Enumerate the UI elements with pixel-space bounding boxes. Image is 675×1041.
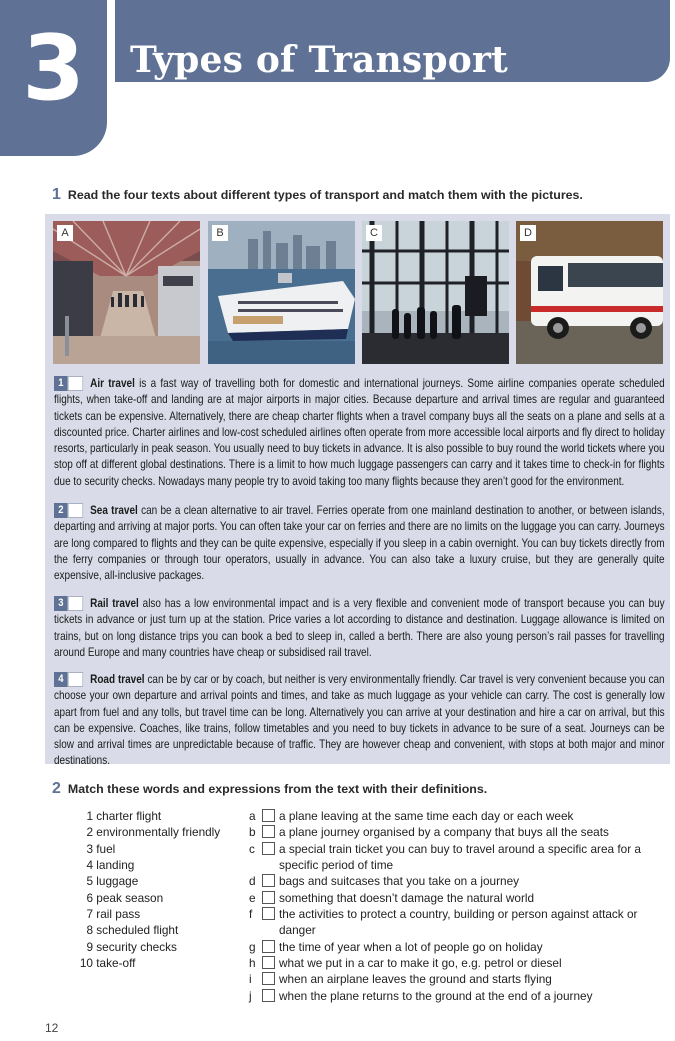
- paragraph-body: can be a clean alternative to air travel. Ferries operate from one mainland destination to another, or between islands, departing and arriving at major ports. You can often take your car on ferries and there are no limits on the luggage you can carry. Journeys are long compared to flights and they can be quite expensive, especially if you sleep in a cabin overnight. You can buy tickets directly from the ferry companies or through tour operators, usually in advance. You can also take a luxury cruise, but they are generally quite expensive, all-inclusive packages.: [54, 504, 665, 583]
- word-list: [78, 808, 220, 971]
- word-text: luggage: [96, 874, 139, 889]
- paragraph-body: also has a low environmental impact and is a very flexible and convenient mode of transport because you can buy tickets in advance or just turn up at the station. Price varies a lot according to distance and destination. Luggage allowance is limited on trains, but on long distance trips you can book a bed to sleep in, called a berth. There are also young person’s rail passes for travelling around Europe and many countries have cheap or subsidised rail travel.: [54, 597, 665, 659]
- definition-text: a plane journey organised by a company that buys all the seats: [279, 825, 609, 840]
- exercise-1-instruction: Read the four texts about different types of transport and match them with the pictures.: [67, 188, 583, 202]
- word-text: rail pass: [96, 907, 141, 922]
- picture-label-d: D: [520, 225, 536, 241]
- definition-text: when the plane returns to the ground at the end of a journey: [279, 988, 593, 1003]
- definition-letter: b: [249, 825, 256, 840]
- paragraph-number: 3: [54, 596, 68, 611]
- definition-letter: e: [249, 890, 256, 905]
- definition-text: something that doesn’t damage the natural world: [279, 890, 535, 905]
- picture-label-c: C: [366, 225, 382, 241]
- definition-letter: j: [249, 988, 252, 1003]
- definition-letter: f: [249, 907, 253, 922]
- list-item: [249, 906, 669, 939]
- picture-d-coach: [516, 221, 663, 364]
- definition-text: a special train ticket you can buy to travel around a specific area for a specific period of time: [279, 841, 641, 873]
- paragraph-road-travel: [54, 672, 665, 770]
- picture-b-cruise-ship: [208, 221, 355, 364]
- word-text: landing: [96, 858, 135, 873]
- definition-text: the time of year when a lot of people go on holiday: [279, 939, 543, 954]
- answer-box[interactable]: [262, 825, 275, 838]
- word-text: charter flight: [96, 809, 162, 823]
- word-text: peak season: [96, 890, 164, 905]
- exercise-1-number: 1: [52, 186, 61, 203]
- picture-a-train-station: [53, 221, 200, 364]
- list-item: [78, 955, 220, 971]
- answer-box[interactable]: [68, 672, 83, 687]
- list-item: [249, 971, 669, 987]
- word-text: take-off: [96, 956, 136, 971]
- paragraph-title: Road travel: [90, 673, 145, 686]
- answer-box[interactable]: [262, 972, 275, 985]
- list-item: [78, 824, 220, 840]
- definition-letter: g: [249, 939, 256, 954]
- word-text: environmentally friendly: [96, 825, 221, 840]
- definition-text: when an airplane leaves the ground and starts flying: [279, 972, 552, 987]
- word-number: 5: [86, 874, 93, 889]
- paragraph-rail-travel: [54, 596, 665, 661]
- word-number: 9: [86, 939, 93, 954]
- list-item: [249, 939, 669, 955]
- exercise-1-heading: [52, 186, 583, 204]
- word-text: scheduled flight: [96, 923, 179, 938]
- paragraph-title: Sea travel: [90, 504, 138, 517]
- list-item: [249, 955, 669, 971]
- picture-label-b: B: [212, 225, 228, 241]
- answer-box[interactable]: [68, 596, 83, 611]
- exercise-2-number: 2: [52, 780, 61, 797]
- paragraph-number: 4: [54, 672, 68, 687]
- definition-list: [249, 808, 669, 1004]
- definition-letter: i: [249, 972, 252, 987]
- definition-letter: h: [249, 956, 256, 971]
- word-number: 6: [86, 890, 93, 905]
- list-item: [78, 873, 220, 889]
- definition-text: bags and suitcases that you take on a journey: [279, 874, 520, 889]
- answer-box[interactable]: [262, 809, 275, 822]
- list-item: [78, 808, 220, 824]
- definition-letter: d: [249, 874, 256, 889]
- list-item: [249, 808, 669, 824]
- list-item: [78, 890, 220, 906]
- paragraph-sea-travel: [54, 503, 665, 584]
- definition-text: a plane leaving at the same time each day or each week: [279, 809, 574, 823]
- page-number: 12: [45, 1021, 59, 1035]
- list-item: [249, 824, 669, 840]
- list-item: [249, 841, 669, 874]
- answer-box[interactable]: [262, 907, 275, 920]
- word-number: 2: [86, 825, 93, 840]
- word-number: 7: [86, 907, 93, 922]
- paragraph-body: can be by car or by coach, but neither is very environmentally friendly. Car travel is very convenient because you can choose your own departure and arrival points and times, and take as much luggage as your vehicle can carry. The cost is generally low apart from fuel and any tolls, but travel time can be long. Alternatively you can arrive at your destination and hire a car on arrival, but this can be expensive. Coaches, like trains, follow timetables and you need to buy tickets in advance to be sure of a seat. Journeys can be slow and arrival times are unpredictable because of traffic. They are however cheap and convenient, with stops at both major and minor destinations.: [54, 673, 665, 768]
- answer-box[interactable]: [262, 989, 275, 1002]
- list-item: [249, 988, 669, 1004]
- paragraph-body: is a fast way of travelling both for domestic and international journeys. Some airline companies operate scheduled flights, when take-off and landing are at major airports in major cities. Because departure and arrival times are regular and guaranteed tickets can be expensive. Alternatively, there are cheap charter flights when a travel company buys all the seats on a plane and sells at a discounted price. Charter airlines and low-cost scheduled airlines often operate from more accessible local airports and fly direct to holiday resorts, particularly in peak season. You usually need to buy tickets in advance. It is also possible to buy round the world tickets where you stop off at different global destinations. There is a limit to how much luggage passengers can carry and it takes time to check-in for flights due to security checks. Nowadays many people try to avoid taking too many flights because they aren’t good for the environment.: [54, 377, 665, 488]
- list-item: [249, 890, 669, 906]
- word-number: 8: [86, 923, 93, 938]
- list-item: [78, 939, 220, 955]
- paragraph-number: 1: [54, 376, 68, 391]
- list-item: [249, 873, 669, 889]
- word-number: 4: [86, 858, 93, 873]
- paragraph-air-travel: [54, 376, 665, 490]
- word-number: 1: [86, 809, 93, 823]
- definition-text: what we put in a car to make it go, e.g. petrol or diesel: [279, 956, 562, 971]
- paragraph-title: Rail travel: [90, 597, 139, 610]
- unit-number: 3: [22, 16, 85, 121]
- picture-label-a: A: [57, 225, 73, 241]
- answer-box[interactable]: [262, 940, 275, 953]
- exercise-2-instruction: Match these words and expressions from the text with their definitions.: [67, 782, 488, 796]
- answer-box[interactable]: [68, 503, 83, 518]
- exercise-2-heading: [52, 780, 487, 798]
- answer-box[interactable]: [262, 956, 275, 969]
- definition-text: the activities to protect a country, building or person against attack or danger: [279, 907, 638, 938]
- definition-letter: c: [249, 841, 255, 856]
- list-item: [78, 906, 220, 922]
- definition-letter: a: [249, 809, 256, 823]
- word-number: 3: [86, 841, 93, 856]
- word-text: security checks: [96, 939, 177, 954]
- list-item: [78, 857, 220, 873]
- answer-box[interactable]: [262, 891, 275, 904]
- answer-box[interactable]: [262, 874, 275, 887]
- list-item: [78, 841, 220, 857]
- word-number: 10: [79, 956, 93, 971]
- answer-box[interactable]: [68, 376, 83, 391]
- paragraph-number: 2: [54, 503, 68, 518]
- page-title: Types of Transport: [130, 39, 508, 81]
- list-item: [78, 922, 220, 938]
- word-text: fuel: [96, 841, 116, 856]
- picture-c-airport: [362, 221, 509, 364]
- paragraph-title: Air travel: [90, 377, 135, 390]
- answer-box[interactable]: [262, 842, 275, 855]
